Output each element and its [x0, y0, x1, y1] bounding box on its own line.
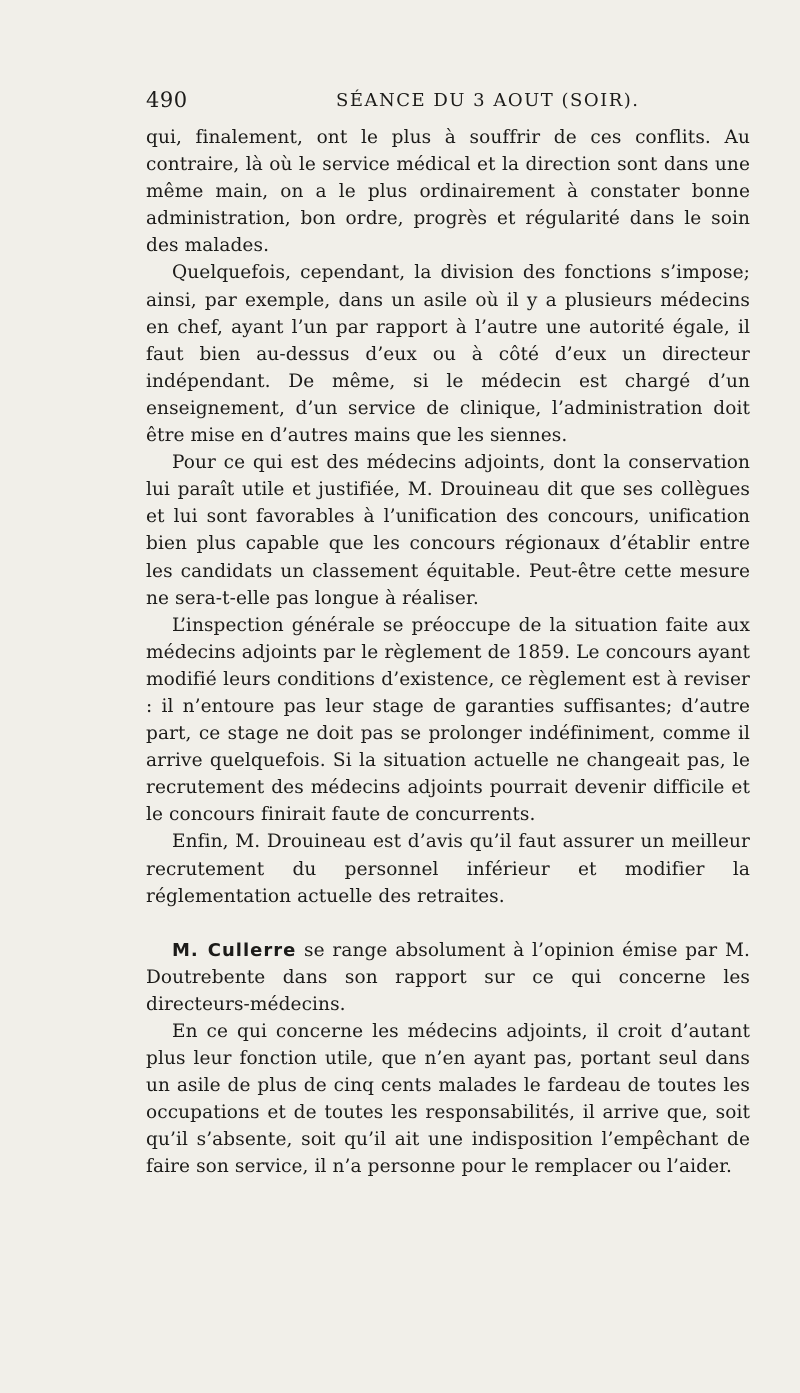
paragraph: Quelquefois, cependant, la division des fonctions s’impose; ainsi, par exemple, dans un asile où il y a plusieurs médecins en chef, ayant l’un par rapport à l’autre une autorité égale, il faut bien au-dessus d’eux ou à côté d’eux un directeur indépendant. De même, si le médecin est chargé d’un enseignement, d’un service de clinique, l’administration doit être mise en d’autres mains que les siennes.	[146, 262, 750, 447]
paragraph: Pour ce qui est des médecins adjoints, dont la conservation lui paraît utile et justifiée, M. Drouineau dit que ses collègues et lui sont favorables à l’unification des concours, unification bien plus capable que les concours régionaux d’établir entre les candidats un classement équitable. Peut-être cette mesure ne sera-t-elle pas longue à réaliser.	[146, 452, 750, 609]
running-head: SÉANCE DU 3 AOUT (SOIR).	[336, 90, 640, 111]
paragraph: L’inspection générale se préoccupe de la situation faite aux médecins adjoints par le règlement de 1859. Le concours ayant modifié leurs conditions d’existence, ce règlement est à reviser : il n’entoure pas leur stage de garanties suffisantes; d’autre part, ce stage ne doit pas se prolonger indéfiniment, comme il arrive quelquefois. Si la situation actuelle ne changeait pas, le recrutement des médecins adjoints pourrait devenir difficile et le concours finirait faute de concurrents.	[146, 614, 750, 826]
paragraph: En ce qui concerne les médecins adjoints, il croit d’autant plus leur fonction utile, que n’en ayant pas, portant seul dans un asile de plus de cinq cents malades le fardeau de toutes les occupations et de toutes les responsabilités, il arrive que, soit qu’il s’absente, soit qu’il ait une indisposition l’empêchant de faire son service, il n’a personne pour le remplacer ou l’aider.	[146, 1021, 750, 1178]
paragraph: Enfin, M. Drouineau est d’avis qu’il faut assurer un meilleur recrutement du personnel inférieur et modifier la réglementation actuelle des retraites.	[146, 831, 750, 907]
speaker-statement: se range absolument à l’opinion émise par M. Doutrebente dans son rapport sur ce qui concerne les directeurs-médecins.	[146, 939, 750, 1015]
page-number: 490	[146, 88, 188, 112]
paragraph-speaker-intro	[146, 937, 750, 1018]
paragraph-continuation: qui, finalement, ont le plus à souffrir de ces conflits. Au contraire, là où le service médical et la direction sont dans une même main, on a le plus ordinairement à constater bonne administration, bon ordre, progrès et régularité dans le soin des malades.	[146, 127, 750, 257]
body-text	[146, 124, 750, 1181]
page-header	[146, 88, 750, 124]
speaker-name: M. Cullerre	[172, 939, 297, 961]
book-page	[146, 88, 750, 1181]
